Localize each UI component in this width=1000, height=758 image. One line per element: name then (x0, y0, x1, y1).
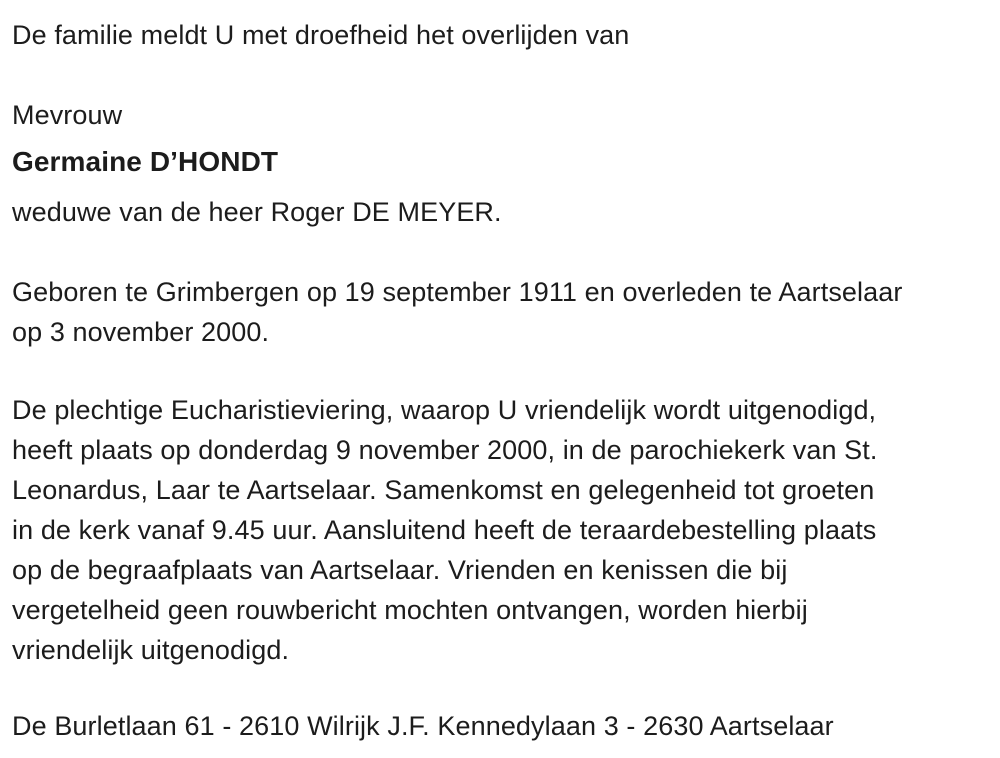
funeral-details-line-6: vergetelheid geen rouwbericht mochten ontvangen, worden hierbij (12, 595, 808, 625)
address-line: De Burletlaan 61 - 2610 Wilrijk J.F. Kennedylaan 3 - 2630 Aartselaar (12, 711, 834, 741)
birth-death-line-2: op 3 november 2000. (12, 317, 270, 347)
funeral-details-line-5: op de begraafplaats van Aartselaar. Vrienden en kenissen die bij (12, 555, 788, 585)
salutation-line: Mevrouw (12, 100, 123, 130)
funeral-details-line-1: De plechtige Eucharistieviering, waarop U vriendelijk wordt uitgenodigd, (12, 395, 877, 425)
intro-line: De familie meldt U met droefheid het overlijden van (12, 20, 630, 50)
funeral-details-line-3: Leonardus, Laar te Aartselaar. Samenkomst en gelegenheid tot groeten (12, 475, 875, 505)
widowhood-line: weduwe van de heer Roger DE MEYER. (12, 197, 502, 227)
funeral-details-line-2: heeft plaats op donderdag 9 november 2000, in de parochiekerk van St. (12, 435, 878, 465)
funeral-details-line-7: vriendelijk uitgenodigd. (12, 635, 290, 665)
funeral-details-line-4: in de kerk vanaf 9.45 uur. Aansluitend heeft de teraardebestelling plaats (12, 515, 877, 545)
birth-death-line-1: Geboren te Grimbergen op 19 september 1911 en overleden te Aartselaar (12, 277, 903, 307)
deceased-name: Germaine D’HONDT (12, 146, 279, 177)
